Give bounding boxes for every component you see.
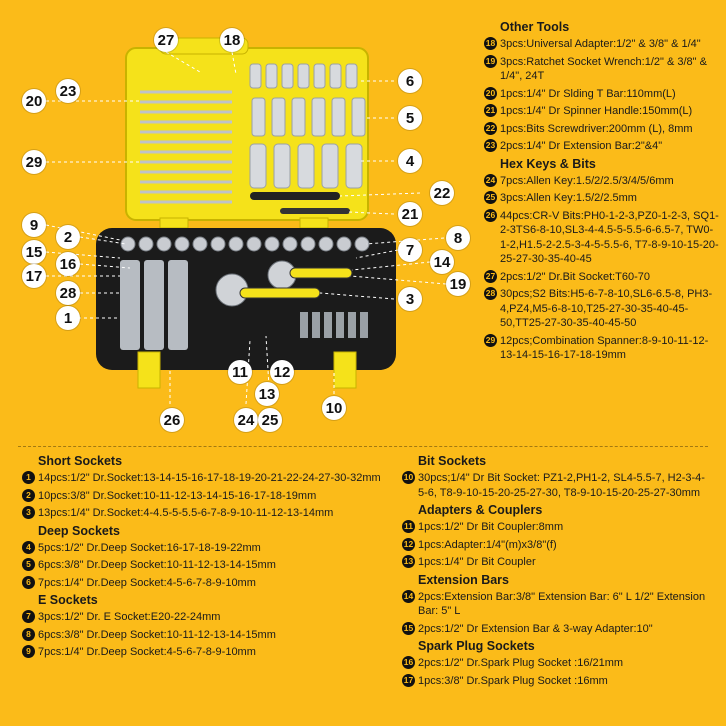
callout-27: 27	[154, 28, 178, 52]
item-text: 30pcs;1/4" Dr Bit Socket: PZ1-2,PH1-2, SL4-5.5-7, H2-3-4-5-6, T8-9-10-15-20-25-27-30, T8-9-10-15-20-25-27-30mm	[418, 472, 705, 499]
item-number-badge: 7	[22, 610, 35, 623]
item-text: 6pcs:3/8" Dr.Deep Socket:10-11-12-13-14-15mm	[38, 559, 276, 571]
item-text: 13pcs:1/4" Dr.Socket:4-4.5-5-5.5-6-7-8-9-10-11-12-13-14mm	[38, 507, 334, 519]
callout-11: 11	[228, 360, 252, 384]
callout-1: 1	[56, 306, 80, 330]
section-title: Deep Sockets	[38, 523, 120, 538]
section-title: Spark Plug Sockets	[418, 639, 535, 653]
spec-item	[484, 191, 720, 206]
item-text: 7pcs:1/4" Dr.Deep Socket:4-5-6-7-8-9-10mm	[38, 576, 256, 589]
right-spec-panel	[484, 18, 720, 366]
callout-28: 28	[56, 281, 80, 305]
item-text: 1pcs:1/4" Dr Spinner Handle:150mm(L)	[500, 105, 693, 117]
item-text: 3pcs:Allen Key:1.5/2/2.5mm	[500, 192, 637, 204]
item-text: 2pcs:1/2" Dr Extension Bar & 3-way Adapter:10"	[418, 622, 653, 635]
bottom-right-spec-panel	[402, 452, 708, 691]
bottom-left-spec-panel	[22, 452, 382, 663]
item-number-badge: 12	[403, 538, 414, 549]
callout-9: 9	[22, 213, 46, 237]
spec-item	[484, 37, 720, 52]
item-number-badge: 24	[485, 174, 496, 185]
item-number-badge: 28	[485, 288, 496, 299]
item-number-badge: 21	[485, 105, 496, 116]
callout-19: 19	[446, 272, 470, 296]
callout-3: 3	[398, 287, 422, 311]
spec-item	[22, 489, 382, 504]
callout-13: 13	[255, 382, 279, 406]
spec-item	[402, 555, 708, 570]
item-number-badge: 1	[22, 471, 35, 484]
spec-item	[22, 576, 382, 591]
item-text: 2pcs:1/2" Dr.Spark Plug Socket :16/21mm	[418, 657, 624, 669]
section-title: Extension Bars	[418, 572, 510, 587]
spec-item	[484, 139, 720, 154]
spec-item	[484, 270, 720, 285]
spec-item	[484, 104, 720, 119]
callout-6: 6	[398, 69, 422, 93]
callout-15: 15	[22, 240, 46, 264]
spec-item	[22, 628, 382, 643]
item-number-badge: 16	[403, 657, 414, 668]
section-title: E Sockets	[38, 593, 98, 607]
item-text: 3pcs:Universal Adapter:1/2" & 3/8" & 1/4"	[500, 38, 701, 50]
item-number-badge: 17	[403, 674, 414, 685]
item-number-badge: 13	[403, 556, 414, 567]
spec-item	[402, 622, 708, 637]
item-number-badge: 2	[22, 489, 35, 502]
item-number-badge: 6	[22, 576, 35, 589]
callout-20: 20	[22, 89, 46, 113]
item-number-badge: 3	[22, 506, 35, 519]
callout-14: 14	[430, 250, 454, 274]
item-text: 3pcs:1/2" Dr. E Socket:E20-22-24mm	[38, 611, 221, 623]
spec-item	[22, 506, 382, 521]
callout-7: 7	[398, 238, 422, 262]
item-number-badge: 22	[485, 122, 496, 133]
item-text: 14pcs:1/2" Dr.Socket:13-14-15-16-17-18-19-20-21-22-24-27-30-32mm	[38, 472, 381, 484]
item-text: 1pcs:3/8" Dr.Spark Plug Socket :16mm	[418, 674, 608, 687]
spec-item	[22, 558, 382, 573]
spec-item	[484, 174, 720, 189]
spec-item	[402, 520, 708, 535]
item-text: 2pcs:Extension Bar:3/8" Extension Bar: 6" L 1/2" Extension Bar: 5" L	[418, 590, 706, 617]
item-number-badge: 14	[403, 590, 414, 601]
item-text: 1pcs:Adapter:1/4"(m)x3/8"(f)	[418, 538, 557, 551]
spec-item	[22, 471, 382, 486]
callout-12: 12	[270, 360, 294, 384]
callout-26: 26	[160, 408, 184, 432]
item-number-badge: 27	[485, 270, 496, 281]
item-number-badge: 26	[485, 209, 496, 220]
callout-29: 29	[22, 150, 46, 174]
spec-item	[402, 656, 708, 671]
section-title: Hex Keys & Bits	[500, 156, 596, 171]
item-number-badge: 18	[485, 38, 496, 49]
item-text: 2pcs:1/2" Dr.Bit Socket:T60-70	[500, 270, 651, 283]
item-text: 44pcs:CR-V Bits:PH0-1-2-3,PZ0-1-2-3, SQ1-2-3TS6-8-10,SL3-4-4.5-5-5.5-6-6.5-7, TW0-1-2,H1.5-2-2.5-3-4-5-5.5-6, T7-8-9-10-15-20-25-27-30-35-40-45	[500, 209, 719, 265]
item-text: 1pcs:1/2" Dr Bit Coupler:8mm	[418, 521, 564, 533]
callout-17: 17	[22, 264, 46, 288]
callout-16: 16	[56, 252, 80, 276]
spec-item	[402, 590, 708, 619]
spec-item	[22, 541, 382, 556]
item-text: 3pcs:Ratchet Socket Wrench:1/2" & 3/8" & 1/4", 24T	[500, 55, 707, 82]
item-number-badge: 20	[485, 87, 496, 98]
callout-24: 24	[234, 408, 258, 432]
item-text: 7pcs:1/4" Dr.Deep Socket:4-5-6-7-8-9-10mm	[38, 646, 256, 658]
item-text: 12pcs;Combination Spanner:8-9-10-11-12-13-14-15-16-17-18-19mm	[500, 334, 709, 361]
spec-item	[484, 334, 720, 363]
callout-18: 18	[220, 28, 244, 52]
item-text: 2pcs:1/4" Dr Extension Bar:2"&4"	[500, 140, 663, 152]
section-title: Bit Sockets	[418, 454, 487, 468]
section-title: Short Sockets	[38, 454, 123, 468]
callout-10: 10	[322, 396, 346, 420]
item-text: 7pcs:Allen Key:1.5/2/2.5/3/4/5/6mm	[500, 174, 674, 187]
item-text: 1pcs:1/4" Dr Bit Coupler	[418, 556, 536, 568]
callout-4: 4	[398, 149, 422, 173]
spec-item	[484, 209, 720, 267]
spec-item	[402, 471, 708, 500]
item-text: 10pcs:3/8" Dr.Socket:10-11-12-13-14-15-16-17-18-19mm	[38, 489, 317, 502]
item-number-badge: 19	[485, 55, 496, 66]
spec-item	[484, 287, 720, 331]
callout-21: 21	[398, 202, 422, 226]
spec-item	[484, 87, 720, 102]
callout-25: 25	[258, 408, 282, 432]
item-number-badge: 9	[22, 645, 35, 658]
item-number-badge: 8	[22, 628, 35, 641]
item-text: 30pcs;S2 Bits:H5-6-7-8-10,SL6-6.5-8, PH3-4,PZ4,M5-6-8-10,T25-27-30-35-40-45-50,TT25-27-30-35-40-45-50	[500, 288, 713, 329]
item-number-badge: 23	[485, 140, 496, 151]
callout-23: 23	[56, 79, 80, 103]
callout-5: 5	[398, 106, 422, 130]
section-title: Adapters & Couplers	[418, 503, 543, 517]
spec-item	[484, 55, 720, 84]
item-text: 6pcs:3/8" Dr.Deep Socket:10-11-12-13-14-15mm	[38, 628, 276, 641]
item-number-badge: 10	[403, 472, 414, 483]
item-number-badge: 5	[22, 558, 35, 571]
section-other-tools	[484, 20, 720, 154]
spec-item	[22, 645, 382, 660]
item-number-badge: 15	[403, 622, 414, 633]
spec-item	[22, 610, 382, 625]
callout-8: 8	[446, 226, 470, 250]
spec-item	[484, 122, 720, 137]
section-hex-keys-bits	[484, 157, 720, 363]
section-divider	[18, 446, 708, 447]
spec-item	[402, 538, 708, 553]
item-number-badge: 25	[485, 192, 496, 203]
item-number-badge: 4	[22, 541, 35, 554]
item-number-badge: 29	[485, 334, 496, 345]
item-text: 1pcs:Bits Screwdriver:200mm (L), 8mm	[500, 122, 693, 135]
section-title: Other Tools	[500, 20, 570, 34]
item-text: 1pcs:1/4" Dr Slding T Bar:110mm(L)	[500, 87, 676, 100]
callout-2: 2	[56, 225, 80, 249]
item-number-badge: 11	[404, 521, 413, 532]
callout-22: 22	[430, 181, 454, 205]
item-text: 5pcs:1/2" Dr.Deep Socket:16-17-18-19-22mm	[38, 541, 261, 554]
spec-item	[402, 674, 708, 689]
